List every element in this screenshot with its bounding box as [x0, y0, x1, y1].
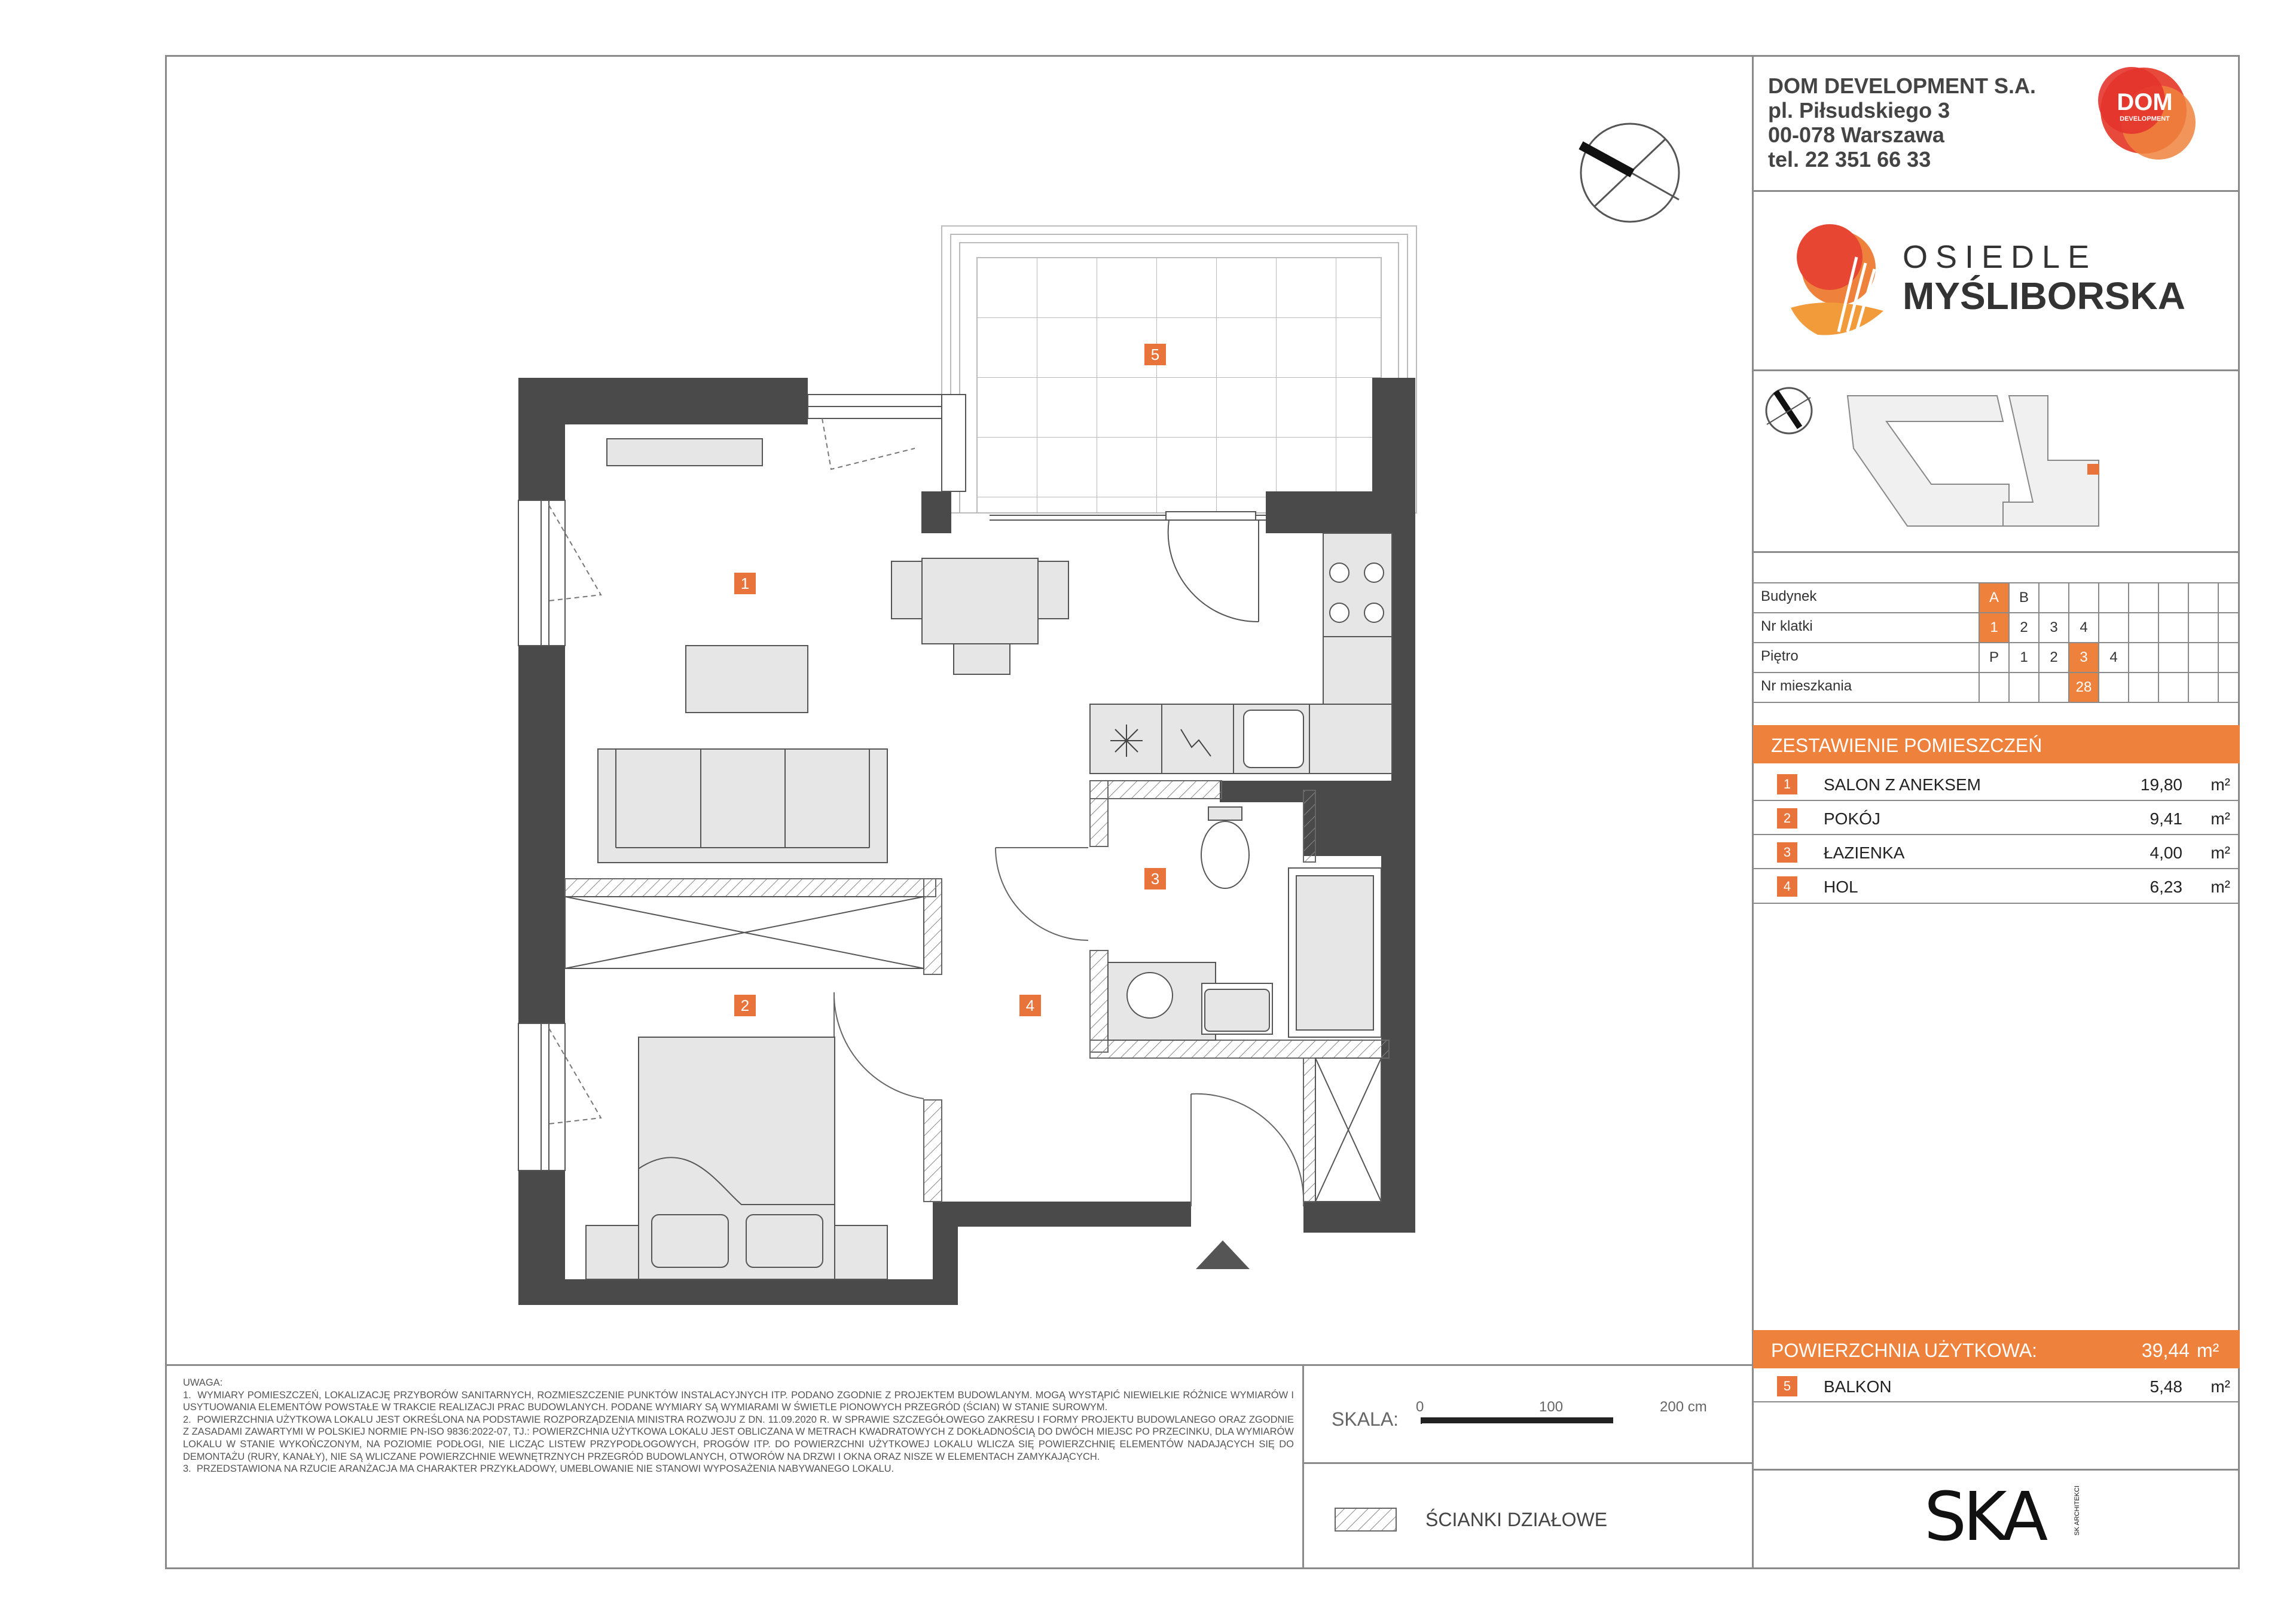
note-2: 2. POWIERZCHNIA UŻYTKOWA LOKALU JEST OKREŚLONA NA PODSTAWIE ROZPORZĄDZENIA MINISTRA ROZWOJU Z DN. 11.09.2020 R. W SPRAWIE SZCZEGÓŁOWEGO ZAKRESU I FORMY PROJEKTU BUDOWLANEGO ORAZ ZGODNIE Z ZASADAMI ZAWARTYMI W POLSKIEJ NORMIE PN-ISO 9836:2022-07, TJ.: POWIERZCHNIA UŻYTKOWA LOKALU JEST OBLICZANA W METRACH KWADRATOWYCH Z DOKŁADNOŚCIĄ DO DWÓCH MIEJSC PO PRZECINKU, DLA WYMIARÓW LOKALU W STANIE WYKOŃCZONYM, NA POZIOMIE PODŁOGI, NIE LICZĄC LISTEW PRZYPODŁOGOWYCH, PROGÓW ITP. DO POWIERZCHNI UŻYTKOWEJ LOKALU WLICZA SIĘ POWIERZCHNIĘ ELEMENTÓW NADAJĄCYCH SIĘ DO DEMONTAŻU (RURY, KANAŁY), NIE SĄ WLICZANE POWIERZCHNIE WEWNĘTRZNYCH PRZEGRÓD BUDOWLANYCH, OTWORÓW NA DRZWI I OKNA ORAZ NISZE W ELEMENTACH ZAMYKAJĄCYCH. [183, 1414, 1294, 1462]
architect-sub: SK ARCHITEKCI [2074, 1486, 2081, 1536]
room-no: 1 [1777, 774, 1797, 794]
company-city: 00-078 Warszawa [1768, 123, 1944, 147]
plan-label-2: 2 [734, 995, 756, 1016]
balcony-sep [1753, 1401, 2240, 1402]
room-unit: m² [2210, 878, 2230, 896]
loc-vline [2008, 582, 2010, 702]
room-unit: m² [2210, 843, 2230, 862]
scale-label: SKALA: [1332, 1408, 1399, 1430]
rooms-header [1753, 725, 2240, 763]
loc-label-building: Budynek [1761, 588, 1817, 604]
room-name: SALON Z ANEKSEM [1824, 775, 1981, 794]
legend-hatch-swatch [1335, 1508, 1396, 1531]
total-unit: m² [2197, 1340, 2219, 1361]
notes-block [183, 1377, 1294, 1475]
balcony-name: BALKON [1824, 1377, 1892, 1396]
loc-cell: 1 [1980, 613, 2008, 642]
loc-cell: 2 [2050, 649, 2058, 665]
plan-label-1: 1 [734, 573, 756, 594]
room-no: 4 [1777, 876, 1797, 897]
total-area-bar [1753, 1330, 2240, 1368]
loc-cell: 3 [2050, 619, 2058, 635]
loc-label-apartment: Nr mieszkania [1761, 678, 1852, 694]
dom-logo-line1: DOM [2117, 89, 2173, 115]
loc-cell: P [1989, 649, 1999, 665]
balcony-area: 5,48 [2150, 1377, 2182, 1396]
note-1: 1. WYMIARY POMIESZCZEŃ, LOKALIZACJĘ PRZYBORÓW SANITARNYCH, ROZMIESZCZENIE PUNKTÓW INSTALACYJNYCH ITP. PODANO ZGODNIE Z PROJEKTEM BUDOWLANYM. MOGĄ WYSTĄPIĆ NIEWIELKIE RÓŻNICE WYMIARÓW I USYTUOWANIA ELEMENTÓW POWSTAŁE W TRAKCIE REALIZACJI PRAC BUDOWLANYCH. PODANE WYMIARY SĄ WYMIARAMI W ŚWIETLE PIONOWYCH PRZEGRÓD (ŚCIAN) W STANIE SUROWYM. [183, 1389, 1294, 1413]
estate-logo-text [1903, 239, 2185, 317]
loc-cell: B [2019, 589, 2029, 606]
dom-logo-text [2106, 90, 2184, 123]
room-area: 9,41 [2150, 809, 2182, 828]
company-name: DOM DEVELOPMENT S.A. [1768, 74, 2037, 98]
loc-cell: 3 [2069, 643, 2098, 672]
estate-line1: OSIEDLE [1903, 239, 2097, 275]
room-name: HOL [1824, 878, 1858, 896]
loc-cell: 1 [2020, 649, 2028, 665]
estate-logo-mark [1791, 224, 1883, 335]
room-area: 19,80 [2140, 775, 2182, 794]
furniture [565, 439, 1392, 1279]
loc-vline [2098, 582, 2099, 702]
scale-tick-0: 0 [1416, 1399, 1424, 1415]
room-sep [1753, 868, 2240, 869]
architect-logo [1924, 1478, 2081, 1556]
company-street: pl. Piłsudskiego 3 [1768, 98, 1950, 123]
loc-vline [1979, 582, 1980, 702]
plan-label-4: 4 [1019, 995, 1041, 1016]
notes-title: UWAGA: [183, 1377, 223, 1388]
rooms-header-text: ZESTAWIENIE POMIESZCZEŃ [1771, 735, 2042, 756]
room-sep [1753, 903, 2240, 904]
room-unit: m² [2210, 775, 2230, 794]
balcony-unit: m² [2210, 1377, 2230, 1396]
entrance-arrow [1196, 1240, 1250, 1269]
room-name: POKÓJ [1824, 809, 1880, 828]
loc-vline [2068, 582, 2069, 702]
loc-vline [2038, 582, 2039, 702]
loc-cell: 4 [2080, 619, 2088, 635]
scale-bar [1421, 1418, 1613, 1424]
scale-tick-200: 200 cm [1660, 1399, 1707, 1415]
total-label: POWIERZCHNIA UŻYTKOWA: [1771, 1340, 2038, 1361]
total-area: 39,44 [2141, 1340, 2190, 1361]
legend-label: ŚCIANKI DZIAŁOWE [1425, 1509, 1608, 1530]
loc-label-floor: Piętro [1761, 648, 1799, 664]
architect-logo-text: SKA [1924, 1478, 2045, 1556]
site-plan [1766, 388, 2099, 526]
loc-cell: 4 [2109, 649, 2118, 665]
room-sep [1753, 834, 2240, 835]
loc-label-staircase: Nr klatki [1761, 618, 1813, 634]
loc-vline [2218, 582, 2219, 702]
loc-vline [2128, 582, 2129, 702]
scale-tick-100: 100 [1539, 1399, 1564, 1415]
plan-label-3: 3 [1144, 868, 1166, 890]
estate-line2: MYŚLIBORSKA [1903, 274, 2185, 317]
balcony-no: 5 [1777, 1376, 1797, 1396]
note-3: 3. PRZEDSTAWIONA NA RZUCIE ARANŻACJA MA CHARAKTER PRZYKŁADOWY, UMEBLOWANIE NIE STANOWI WYPOSAŻENIA NABYWANEGO LOKALU. [183, 1463, 894, 1475]
loc-cell: A [1980, 583, 2008, 612]
room-area: 6,23 [2150, 878, 2182, 896]
room-unit: m² [2210, 809, 2230, 828]
loc-line [1753, 702, 2240, 703]
room-no: 3 [1777, 842, 1797, 863]
room-name: ŁAZIENKA [1824, 843, 1905, 862]
north-arrow [1581, 124, 1679, 222]
room-area: 4,00 [2150, 843, 2182, 862]
loc-vline [2188, 582, 2189, 702]
company-block [1768, 74, 2036, 172]
balcony [942, 226, 1416, 513]
room-sep [1753, 800, 2240, 801]
company-phone: tel. 22 351 66 33 [1768, 147, 1931, 172]
loc-vline [2158, 582, 2159, 702]
loc-cell: 28 [2069, 673, 2098, 702]
room-no: 2 [1777, 808, 1797, 829]
plan-label-5: 5 [1144, 344, 1166, 365]
dom-logo-line2: DEVELOPMENT [2120, 115, 2170, 123]
loc-cell: 2 [2020, 619, 2028, 635]
